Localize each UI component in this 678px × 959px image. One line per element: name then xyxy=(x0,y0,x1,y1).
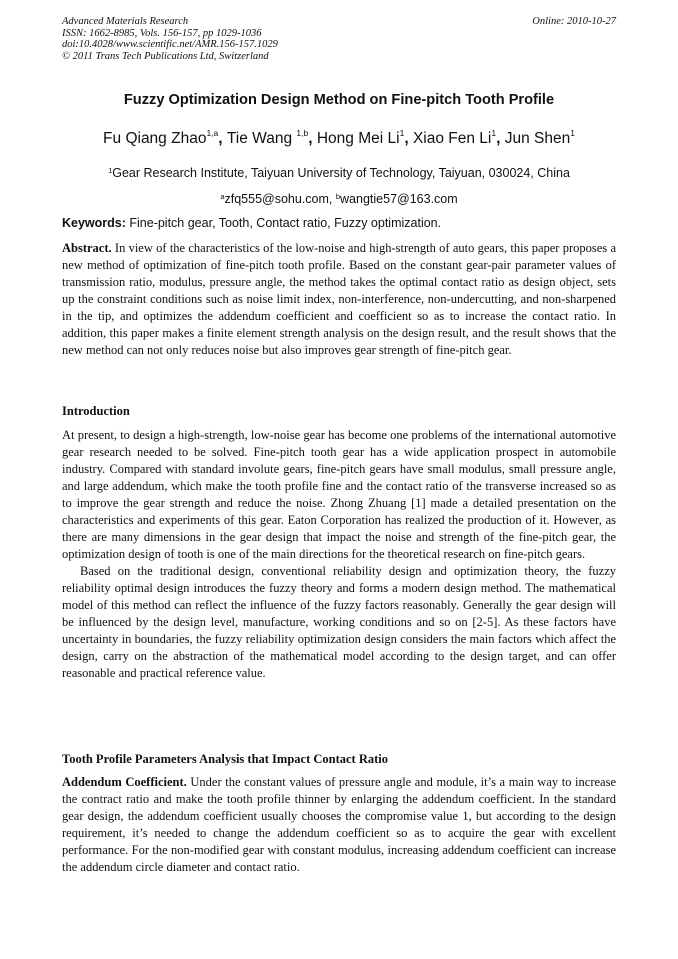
keywords xyxy=(62,216,616,230)
copyright-line: © 2011 Trans Tech Publications Ltd, Switzerland xyxy=(62,50,269,62)
author-sep: , xyxy=(404,130,413,147)
author-sep: , xyxy=(218,130,227,147)
doi-line: doi:10.4028/www.scientific.net/AMR.156-157.1029 xyxy=(62,39,278,50)
introduction-body xyxy=(62,427,616,682)
affiliation-text: Gear Research Institute, Taiyuan University of Technology, Taiyuan, 030024, China xyxy=(112,166,570,180)
author-sup: 1 xyxy=(491,128,497,138)
subsection-label: Addendum Coefficient. xyxy=(62,775,187,789)
introduction-heading: Introduction xyxy=(62,404,130,418)
keywords-text: Fine-pitch gear, Tooth, Contact ratio, Fuzzy optimization. xyxy=(125,216,442,230)
keywords-label: Keywords: xyxy=(62,216,126,230)
online-date: Online: 2010-10-27 xyxy=(532,16,616,27)
author-sup: 1 xyxy=(399,128,405,138)
section-heading: Tooth Profile Parameters Analysis that Impact Contact Ratio xyxy=(62,752,389,766)
issn-line: ISSN: 1662-8985, Vols. 156-157, pp 1029-1036 xyxy=(62,27,262,39)
abstract-label: Abstract. xyxy=(62,241,112,255)
subsection-text: Under the constant values of pressure angle and module, it’s a main way to increase the contract ratio and make the tooth profile thinner by enlarging the addendum coefficient. In the standard gear design, the addendum coefficient usually chooses the compromise value 1, but according to the design requirement, it’s needed to change the addendum coefficient so as to acquire the gear with excellent performance. For the non-modified gear with constant modulus, increasing addendum coefficient can increase the addendum circle diameter and contact ratio. xyxy=(62,775,616,874)
journal-name: Advanced Materials Research xyxy=(62,16,189,27)
author-sep: , xyxy=(496,130,505,147)
email-b[interactable]: wangtie57@163.com xyxy=(340,192,458,206)
author-list xyxy=(0,130,678,148)
author-sup: 1,a xyxy=(206,128,219,138)
email-a[interactable]: zfq555@sohu.com, xyxy=(224,192,336,206)
email-line xyxy=(0,192,678,206)
author-sep: , xyxy=(308,130,317,147)
abstract xyxy=(62,240,616,359)
author-name: Xiao Fen Li xyxy=(412,130,492,147)
author-name: Fu Qiang Zhao xyxy=(103,130,207,147)
author-sup: 1 xyxy=(570,128,575,138)
abstract-text: In view of the characteristics of the low-noise and high-strength of auto gears, this paper proposes a new method of optimization of fine-pitch tooth profile. Based on the constant gear-pair parameter values of transmission ratio, modulus, pressure angle, the method takes the optimal contact ratio as design object, sets up the constraint conditions such as noise limit index, non-interference, non-undercutting, and non-sharpened in the tip, and optimizes the addendum coefficient and coefficient so as to increase the contact ratio. In addition, this paper makes a finite element strength analysis on the design result, and the result shows that the new method can not only reduces noise but also improves gear strength of fine-pitch gear. xyxy=(62,241,616,357)
email-sup-a: a xyxy=(220,192,225,201)
intro-paragraph-1: At present, to design a high-strength, low-noise gear has become one problems of the international automotive gear research needed to be solved. Fine-pitch tooth gear has a wide application prospect in automobile industry. Compared with standard involute gears, fine-pitch gears have small modulus, small pressure angle, and large addendum, which make the tooth profile fine and the contact ratio of the transverse increased so as to improve the gear strength and reduce the noise. Zhong Zhuang [1] made a detailed presentation on the characteristics and experiments of this gear. Eaton Corporation has realized the production of it. However, as there are many dimensions in the gear design that impact the noise and strength of the fine-pitch gear, the optimization design of tooth is one of the main directions for the theoretical research on fine-pitch gears. xyxy=(62,428,616,561)
author-sup: 1,b xyxy=(296,128,309,138)
author-name: Hong Mei Li xyxy=(316,130,400,147)
intro-paragraph-2: Based on the traditional design, conventional reliability design and optimization theory, the fuzzy reliability optimal design introduces the fuzzy theory and forms a modern design method. The mathematical model of this method can reflect the influence of the fuzzy factors reasonably. Generally the gear design will be influenced by the design level, manufacture, working conditions and so on [2-5]. As these factors have uncertainty in boundaries, the fuzzy reliability optimization design considers the main factors which affect the design, carry on the abstraction of the mathematical model according to the design target, and can offer reasonable and practical reference value. xyxy=(62,564,616,680)
paper-title: Fuzzy Optimization Design Method on Fine-pitch Tooth Profile xyxy=(123,92,555,108)
affiliation xyxy=(0,166,678,180)
affiliation-sup: 1 xyxy=(108,166,113,175)
journal-header xyxy=(62,16,616,62)
email-sup-b: b xyxy=(335,192,341,201)
author-name: Jun Shen xyxy=(504,130,571,147)
author-name: Tie Wang xyxy=(226,130,297,147)
section-body xyxy=(62,774,616,876)
